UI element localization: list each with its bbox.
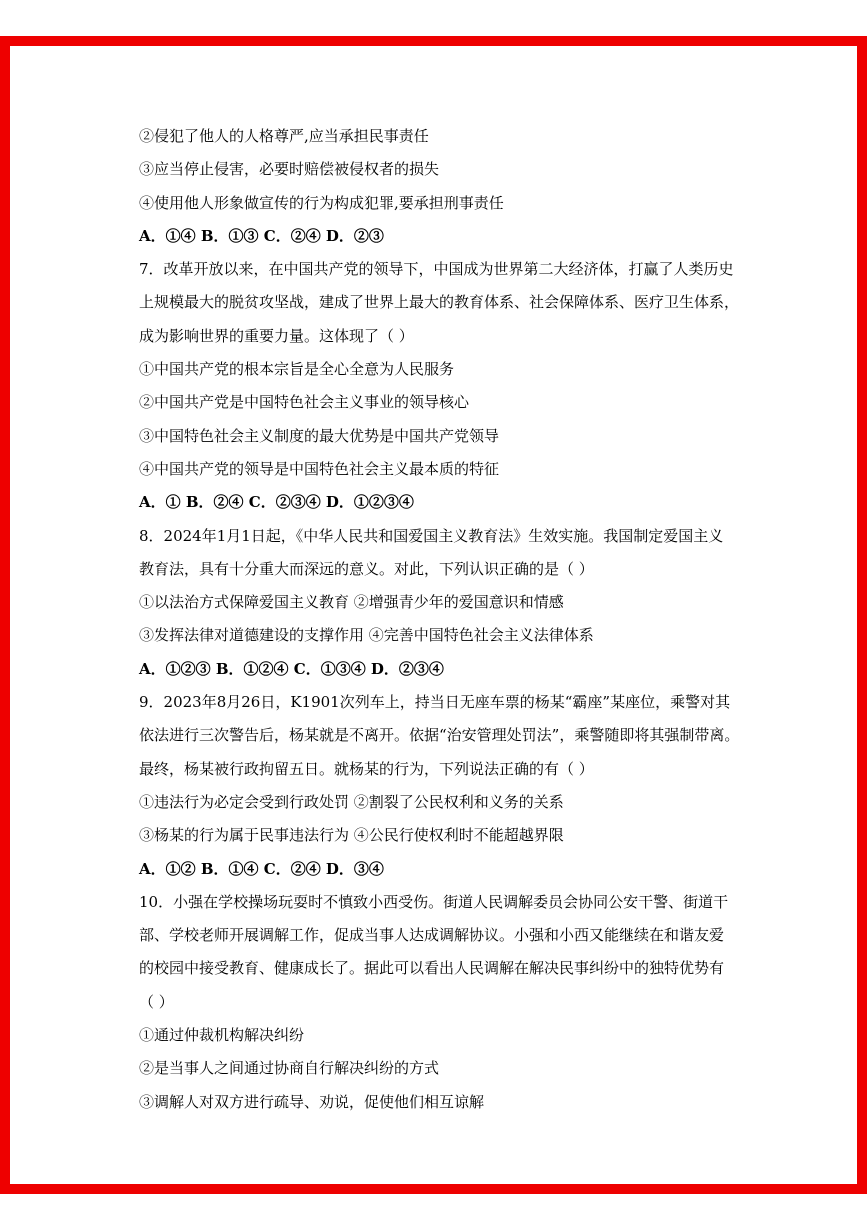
option-statement: ①通过仲裁机构解决纠纷 xyxy=(139,1026,305,1045)
option-statement: ①违法行为必定会受到行政处罚 ②割裂了公民权利和义务的关系 xyxy=(139,792,564,811)
question-10-text: （ ） xyxy=(139,992,174,1011)
question-10-text: 的校园中接受教育、健康成长了。据此可以看出人民调解在解决民事纠纷中的独特优势有 xyxy=(139,959,725,978)
answer-choices: A．①② B．①④ C．②④ D．③④ xyxy=(139,859,384,878)
question-7-text: 7．改革开放以来，在中国共产党的领导下，中国成为世界第二大经济体，打赢了人类历史 xyxy=(139,260,734,279)
option-statement: ①以法治方式保障爱国主义教育 ②增强青少年的爱国意识和情感 xyxy=(139,593,564,612)
option-statement: ④中国共产党的领导是中国特色社会主义最本质的特征 xyxy=(139,459,500,478)
document-body xyxy=(139,120,739,1119)
question-7-text: 成为影响世界的重要力量。这体现了（ ） xyxy=(139,326,414,345)
option-statement: ④使用他人形象做宣传的行为构成犯罪,要承担刑事责任 xyxy=(139,193,504,212)
option-statement: ②是当事人之间通过协商自行解决纠纷的方式 xyxy=(139,1059,440,1078)
question-9-text: 9．2023年8月26日，K1901次列车上，持当日无座车票的杨某“霸座”某座位，乘警对其 xyxy=(139,693,731,712)
option-statement: ③杨某的行为属于民事违法行为 ④公民行使权利时不能超越界限 xyxy=(139,826,564,845)
question-7-text: 上规模最大的脱贫攻坚战，建成了世界上最大的教育体系、社会保障体系、医疗卫生体系， xyxy=(139,293,740,312)
question-8-text: 8．2024年1月1日起，《中华人民共和国爱国主义教育法》生效实施。我国制定爱国主义 xyxy=(139,526,724,545)
answer-choices: A．① B．②④ C．②③④ D．①②③④ xyxy=(139,493,414,512)
question-9-text: 最终，杨某被行政拘留五日。就杨某的行为，下列说法正确的有（ ） xyxy=(139,759,594,778)
option-statement: ③发挥法律对道德建设的支撑作用 ④完善中国特色社会主义法律体系 xyxy=(139,626,594,645)
option-statement: ③调解人对双方进行疏导、劝说，促使他们相互谅解 xyxy=(139,1092,485,1111)
answer-choices: A．①④ B．①③ C．②④ D．②③ xyxy=(139,226,384,245)
option-statement: ②中国共产党是中国特色社会主义事业的领导核心 xyxy=(139,393,470,412)
option-statement: ③应当停止侵害，必要时赔偿被侵权者的损失 xyxy=(139,160,440,179)
option-statement: ①中国共产党的根本宗旨是全心全意为人民服务 xyxy=(139,360,455,379)
option-statement: ②侵犯了他人的人格尊严,应当承担民事责任 xyxy=(139,127,429,145)
option-statement: ③中国特色社会主义制度的最大优势是中国共产党领导 xyxy=(139,426,500,445)
answer-choices: A．①②③ B．①②④ C．①③④ D．②③④ xyxy=(139,659,444,678)
question-9-text: 依法进行三次警告后，杨某就是不离开。依据“治安管理处罚法”，乘警随即将其强制带离。 xyxy=(139,726,740,745)
question-10-text: 部、学校老师开展调解工作，促成当事人达成调解协议。小强和小西又能继续在和谐友爱 xyxy=(139,926,725,945)
question-8-text: 教育法，具有十分重大而深远的意义。对此，下列认识正确的是（ ） xyxy=(139,559,594,578)
question-10-text: 10．小强在学校操场玩耍时不慎致小西受伤。街道人民调解委员会协同公安干警、街道干 xyxy=(139,892,729,911)
